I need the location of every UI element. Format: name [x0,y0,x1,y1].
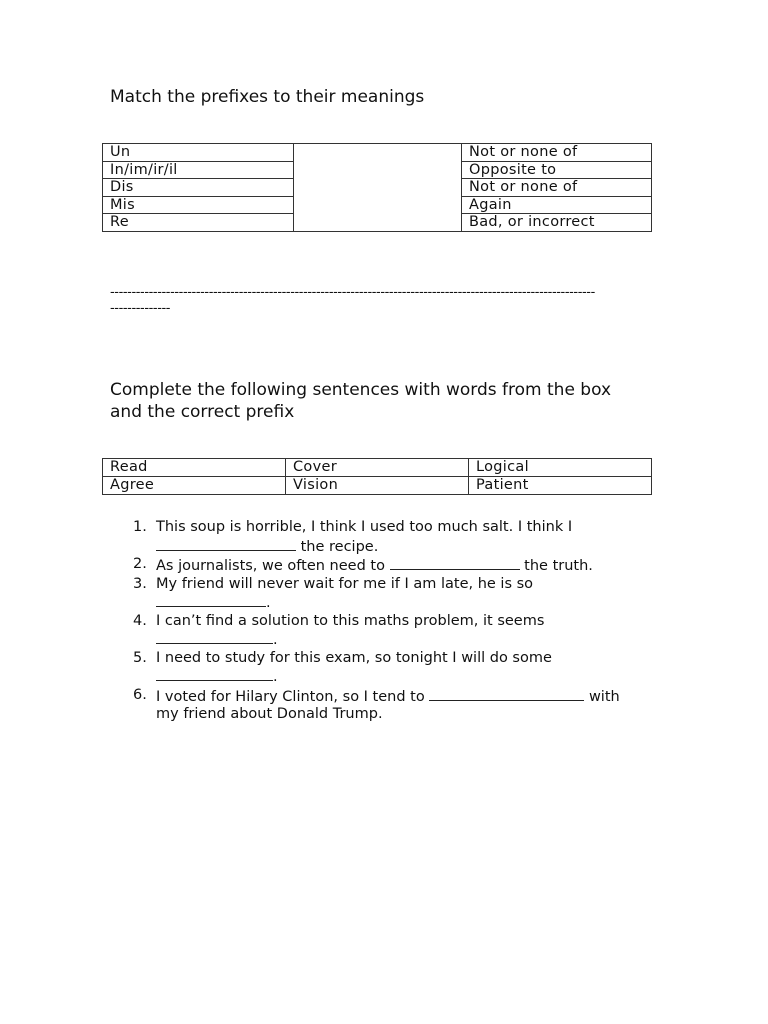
list-item [133,556,673,576]
prefix-match-table [102,143,652,232]
sentence-text: with [584,688,620,705]
prefix-cell: Un [103,144,294,162]
item-number: 2. [133,556,147,572]
sentence-text: I can’t find a solution to this maths problem, it seems [156,612,545,629]
word-box-table [102,458,652,495]
word-cell: Cover [286,459,469,477]
word-cell: Logical [469,459,652,477]
answer-blank[interactable] [429,687,584,701]
item-number: 6. [133,686,147,703]
answer-gap-cell [294,144,462,232]
meaning-cell: Again [462,196,652,214]
table-row [103,459,652,477]
word-cell: Agree [103,477,286,495]
list-item [133,613,673,650]
item-number: 1. [133,519,147,535]
sentence-list [133,519,673,724]
sentence-text: the recipe. [296,538,379,555]
prefix-cell: Dis [103,179,294,197]
answer-blank[interactable] [390,556,520,570]
sentence-text: my friend about Donald Trump. [156,706,383,722]
list-item [133,650,673,687]
list-item [133,576,673,613]
sentence-text: I voted for Hilary Clinton, so I tend to [156,688,430,705]
meaning-cell: Bad, or incorrect [462,214,652,232]
answer-blank[interactable] [156,593,266,607]
sentence-text: This soup is horrible, I think I used too much salt. I think I [156,519,573,535]
sentence-text: . [273,632,278,648]
prefix-cell: Mis [103,196,294,214]
section1-heading: Match the prefixes to their meanings [110,87,425,107]
sentence-text: As journalists, we often need to [156,558,390,574]
answer-blank[interactable] [156,630,273,644]
sentence-text: the truth. [519,558,593,574]
divider-line-1: ----------------------------------------------------------------------------------------------------------------- [110,285,595,300]
prefix-cell: In/im/ir/il [103,161,294,179]
word-cell: Patient [469,477,652,495]
list-item [133,519,673,556]
table-row [103,477,652,495]
item-number: 5. [133,649,147,666]
divider-line-2: -------------- [110,301,171,316]
section2-heading-line-2: and the correct prefix [110,402,295,422]
meaning-cell: Not or none of [462,144,652,162]
item-number: 4. [133,612,147,629]
answer-blank[interactable] [156,537,296,551]
word-cell: Vision [286,477,469,495]
sentence-text: I need to study for this exam, so tonight I will do some [156,649,552,666]
meaning-cell: Not or none of [462,179,652,197]
sentence-text: . [273,669,278,685]
sentence-text: . [266,595,271,611]
prefix-cell: Re [103,214,294,232]
meaning-cell: Opposite to [462,161,652,179]
sentence-text: My friend will never wait for me if I am late, he is so [156,575,534,592]
list-item [133,687,673,724]
table-row [103,144,652,162]
word-cell: Read [103,459,286,477]
section2-heading-line-1: Complete the following sentences with words from the box [110,380,612,400]
answer-blank[interactable] [156,667,273,681]
item-number: 3. [133,575,147,592]
